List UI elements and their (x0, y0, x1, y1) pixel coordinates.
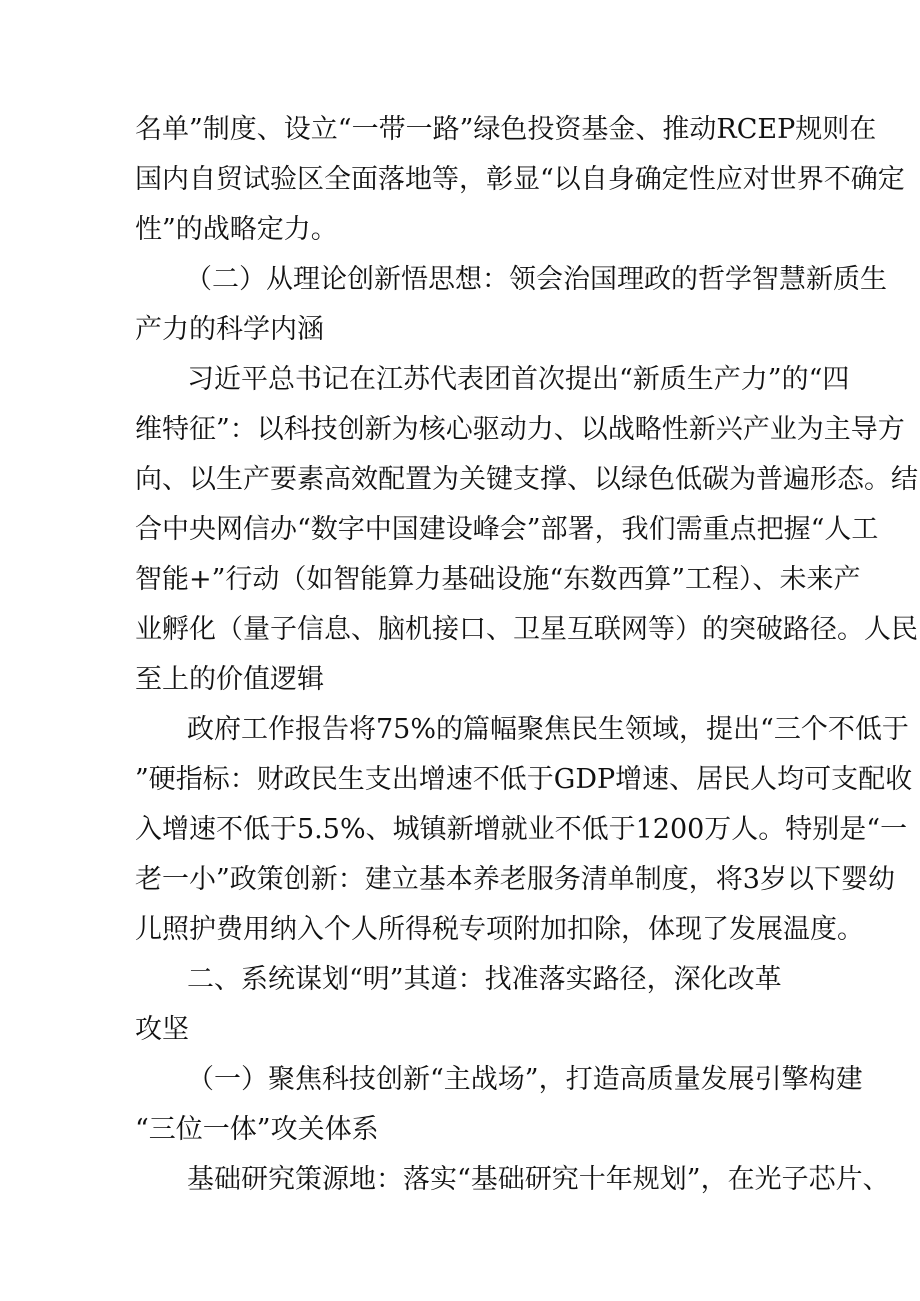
text-line: 向、以生产要素高效配置为关键支撑、以绿色低碳为普遍形态。结 (135, 464, 918, 495)
text-line: 合中央网信办“数字中国建设峰会”部署，我们需重点把握“人工 (135, 514, 879, 545)
text-line: 维特征”：以科技创新为核心驱动力、以战略性新兴产业为主导方 (135, 414, 905, 445)
section-heading-line: 产力的科学内涵 (135, 314, 324, 345)
text-line: 性”的战略定力。 (135, 214, 338, 245)
text-line: 名单”制度、设立“一带一路”绿色投资基金、推动RCEP规则在 (135, 114, 877, 145)
text-line: 政府工作报告将75%的篇幅聚焦民生领域，提出“三个不低于 (187, 714, 909, 745)
text-line: 习近平总书记在江苏代表团首次提出“新质生产力”的“四 (187, 364, 850, 395)
text-line: 业孵化（量子信息、脑机接口、卫星互联网等）的突破路径。人民 (135, 614, 918, 645)
section-heading-line: （一）聚焦科技创新“主战场”，打造高质量发展引擎构建 (187, 1064, 863, 1095)
text-line: 至上的价值逻辑 (135, 664, 324, 695)
text-line: 老一小”政策创新：建立基本养老服务清单制度，将3岁以下婴幼 (135, 864, 895, 895)
section-heading-line: （二）从理论创新悟思想：领会治国理政的哲学智慧新质生 (185, 264, 887, 295)
chapter-heading-line: 二、系统谋划“明”其道：找准落实路径，深化改革 (187, 964, 782, 995)
text-line: 智能+”行动（如智能算力基础设施“东数西算”工程）、未来产 (135, 564, 861, 595)
text-line: 入增速不低于5.5%、城镇新增就业不低于1200万人。特别是“一 (135, 814, 908, 845)
text-line: 儿照护费用纳入个人所得税专项附加扣除，体现了发展温度。 (135, 914, 864, 945)
section-heading-line: “三位一体”攻关体系 (135, 1114, 379, 1145)
text-line: ”硬指标：财政民生支出增速不低于GDP增速、居民人均可支配收 (135, 764, 913, 795)
text-line: 基础研究策源地：落实“基础研究十年规划”，在光子芯片、 (187, 1164, 890, 1195)
text-line: 国内自贸试验区全面落地等，彰显“以自身确定性应对世界不确定 (135, 164, 905, 195)
chapter-heading-line: 攻坚 (135, 1014, 189, 1045)
